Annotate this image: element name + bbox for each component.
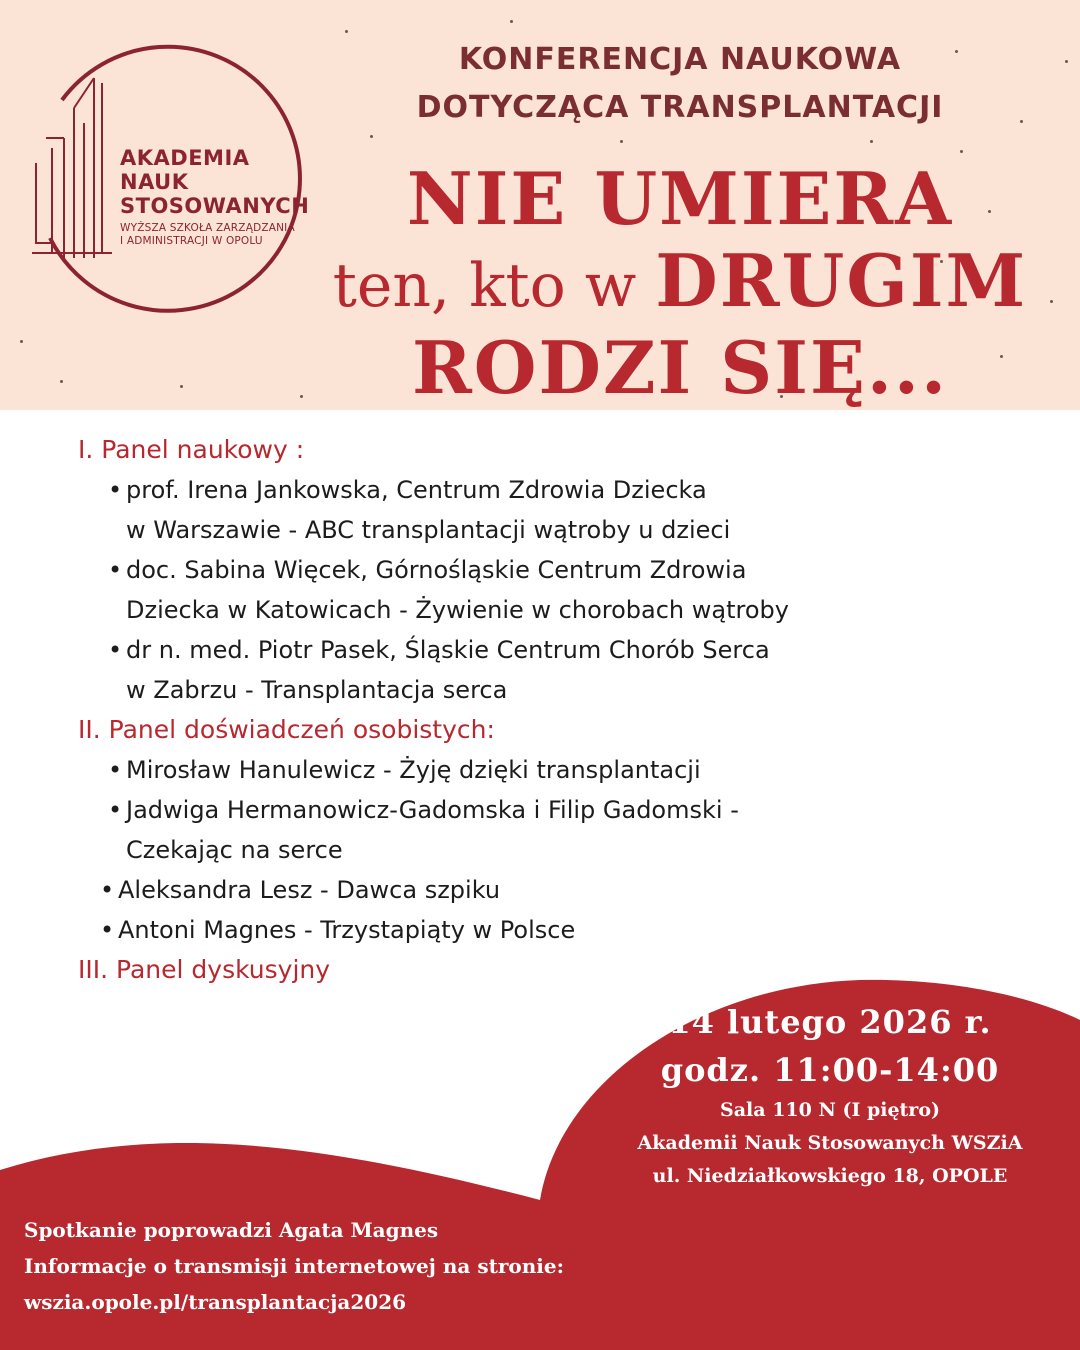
- slogan-line-3: RODZI SIĘ...: [411, 325, 949, 410]
- host-text: Spotkanie poprowadzi Agata Magnes: [24, 1218, 439, 1242]
- stream-info-text: Informacje o transmisji internetowej na stronie:: [24, 1254, 564, 1278]
- list-item: • Antoni Magnes - Trzystapiąty w Polsce: [100, 916, 576, 944]
- list-item: • prof. Irena Jankowska, Centrum Zdrowia Dziecka w Warszawie - ABC transplantacji wątroby u dzieci: [108, 476, 731, 544]
- panel-3-heading: III. Panel dyskusyjny: [78, 955, 331, 984]
- event-address: ul. Niedziałkowskiego 18, OPOLE: [652, 1165, 1008, 1187]
- panel-1-heading: I. Panel naukowy :: [78, 435, 305, 464]
- event-room: Sala 110 N (I piętro): [720, 1099, 940, 1121]
- event-venue: Akademii Nauk Stosowanych WSZiA: [637, 1132, 1023, 1154]
- event-time: godz. 11:00-14:00: [660, 1051, 1000, 1089]
- panel-2-heading: II. Panel doświadczeń osobistych:: [78, 715, 495, 744]
- conference-title: KONFERENCJA NAUKOWA DOTYCZĄCA TRANSPLANTACJI: [416, 42, 944, 125]
- list-item: • doc. Sabina Więcek, Górnośląskie Centrum Zdrowia Dziecka w Katowicach - Żywienie w chorobach wątroby: [108, 556, 789, 624]
- list-item: • dr n. med. Piotr Pasek, Śląskie Centrum Chorób Serca w Zabrzu - Transplantacja serca: [108, 636, 770, 704]
- list-item: • Mirosław Hanulewicz - Żyję dzięki transplantacji: [108, 756, 701, 784]
- event-date: 14 lutego 2026 r.: [668, 1003, 992, 1041]
- logo-subtitle: WYŻSZA SZKOŁA ZARZĄDZANIA I ADMINISTRACJI W OPOLU: [120, 222, 295, 247]
- slogan-line-1: NIE UMIERA: [406, 156, 954, 241]
- event-details: [590, 998, 1070, 1193]
- slogan-line-2: ten, kto w DRUGIM: [332, 238, 1028, 323]
- stream-url-link[interactable]: wszia.opole.pl/transplantacja2026: [24, 1290, 407, 1314]
- footer-info: [24, 1212, 824, 1320]
- list-item: • Jadwiga Hermanowicz-Gadomska i Filip Gadomski - Czekając na serce: [108, 796, 739, 864]
- list-item: • Aleksandra Lesz - Dawca szpiku: [100, 876, 501, 904]
- logo-name: AKADEMIA NAUK STOSOWANYCH: [120, 146, 310, 218]
